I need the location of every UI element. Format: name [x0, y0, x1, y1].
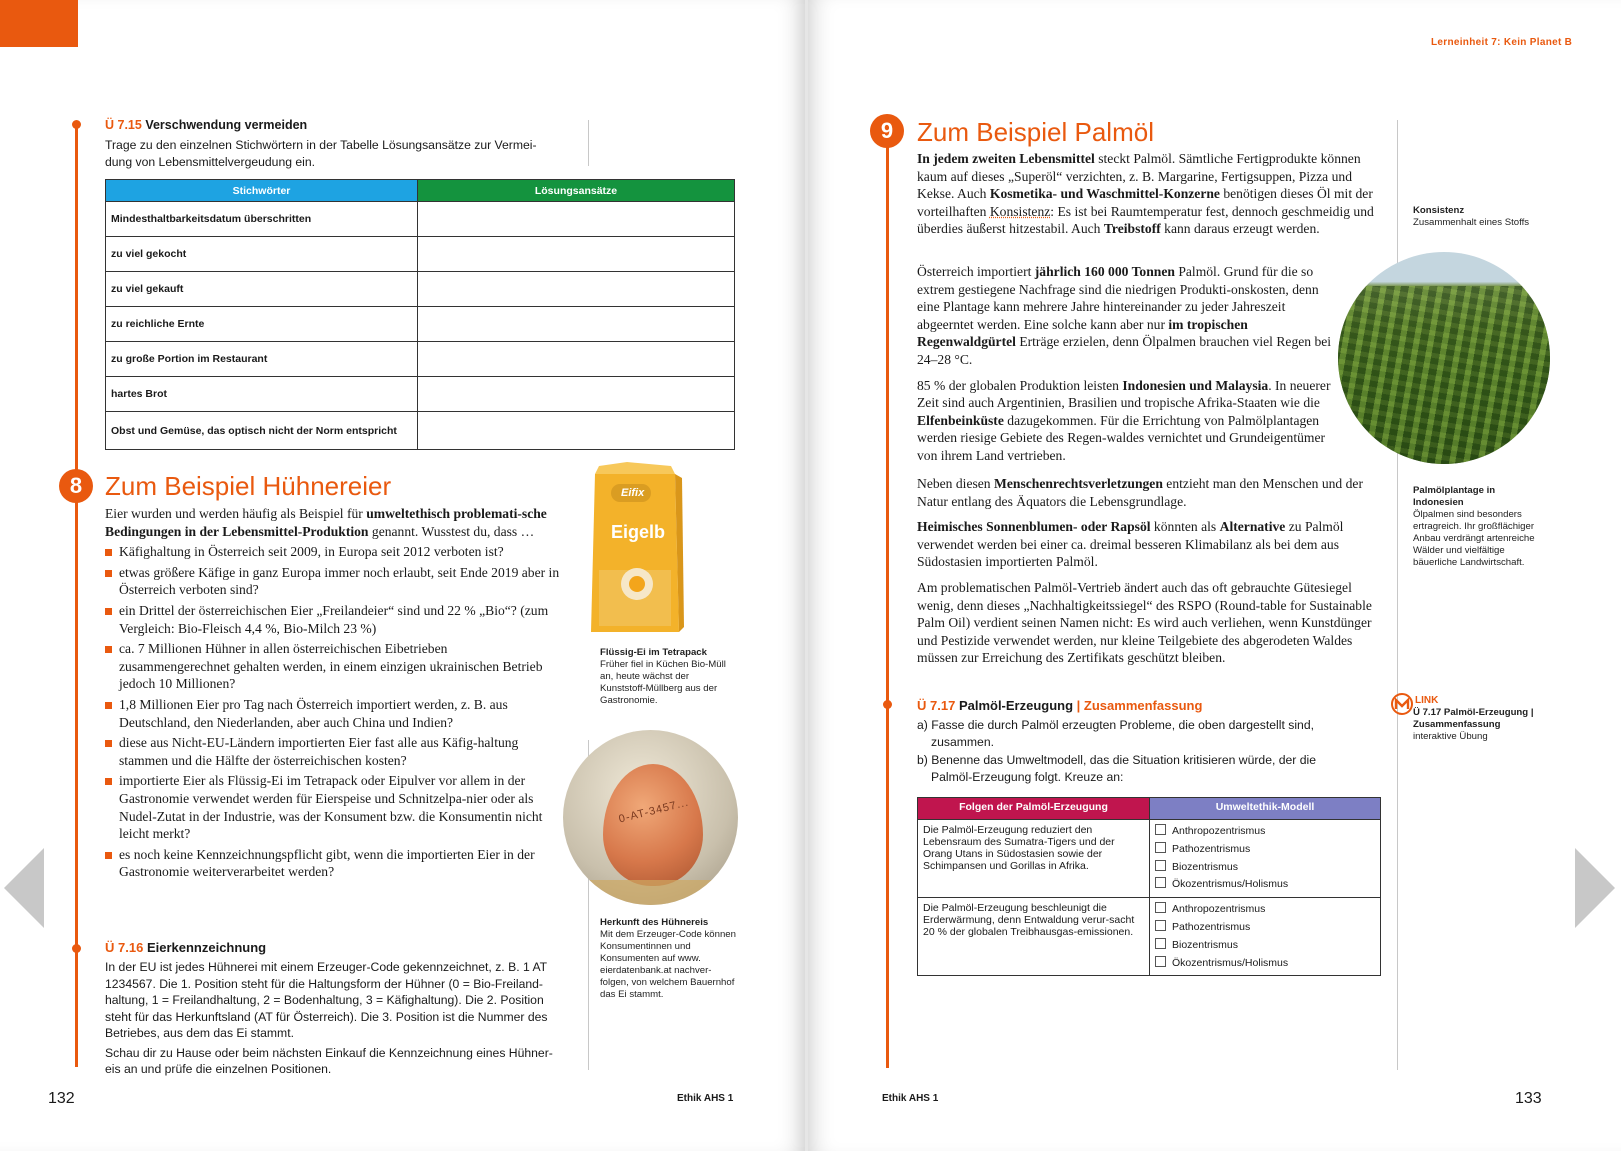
- palm-plantation-image: [1338, 252, 1550, 464]
- paragraph: 85 % der globalen Produktion leisten Indonesien und Malaysia. In neuerer Zeit sind auch Argentinien, Brasilien und tropische Afrika-Staaten wie die Elfenbeinküste dazugekommen. Für die Errichtung von Palmölplantagen werden riesige Gebiete des Regen-waldes vernichtet und Grundeigentümer von ihrem Land vertrieben.: [917, 377, 1331, 463]
- ex717-col-modell: Umweltethik-Modell: [1150, 798, 1381, 820]
- answer-cell[interactable]: [418, 342, 735, 377]
- checkbox-option[interactable]: Pathozentrismus: [1155, 841, 1375, 859]
- ex716-number: Ü 7.16: [105, 940, 144, 955]
- intro-bold: umweltethisch problemati-sche Bedingungen in der Lebensmittel-Produktion: [105, 506, 547, 539]
- checkbox-option[interactable]: Ökozentrismus/Holismus: [1155, 955, 1375, 973]
- palm-texture: [1338, 286, 1550, 464]
- ex717-col-folgen: Folgen der Palmöl-Erzeugung: [918, 798, 1150, 820]
- list-item: Käfighaltung in Österreich seit 2009, in Europa seit 2012 verboten ist?: [105, 543, 560, 561]
- table-row: [918, 820, 1381, 898]
- answer-cell[interactable]: [418, 202, 735, 237]
- paragraph: Österreich importiert jährlich 160 000 Tonnen Palmöl. Grund für die so extrem gestiegene Nachfrage sind die niedrigen Produkti-onskosten, denn eine Plantage kann mehrere Jahre hintereinander zu jeder Jahreszeit abgeerntet werden. Eine solche kann aber nur im tropischen Regenwaldgürtel Erträge erzielen, denn Ölpalmen brauchen viel Regen bei 24–28 °C.: [917, 264, 1332, 367]
- link-title: Ü 7.17 Palmöl-Erzeugung | Zusammenfassung: [1413, 707, 1534, 730]
- ex717-title: [917, 698, 1202, 713]
- intro-text: genannt. Wusstest du, dass …: [368, 523, 535, 539]
- link-label: LINK: [1415, 695, 1439, 706]
- section-9-title: Zum Beispiel Palmöl: [917, 117, 1154, 147]
- ex717-table: [917, 797, 1381, 976]
- caption-title: Flüssig-Ei im Tetrapack: [600, 647, 707, 658]
- egg-facts-list: [105, 543, 560, 881]
- page-number-right: 133: [1515, 1090, 1542, 1107]
- task-a: a) Fasse die durch Palmöl erzeugten Probleme, die oben dargestellt sind, zusammen.: [917, 718, 1314, 749]
- list-item: 1,8 Millionen Eier pro Tag nach Österreich importiert werden, z. B. aus Deutschland, den Niederlanden, aber auch China und Indien?: [105, 696, 560, 731]
- rule-dot: [72, 120, 81, 129]
- unit-header: Lerneinheit 7: Kein Planet B: [1431, 37, 1573, 48]
- egg-stamp: 0-AT-3457...: [617, 796, 691, 826]
- tetrapack-brand: Eifix: [621, 487, 645, 499]
- table-row-keyword: zu große Portion im Restaurant: [106, 342, 418, 377]
- margin-rule: [75, 124, 78, 1067]
- footer-left: Ethik AHS 1: [677, 1093, 734, 1104]
- paragraph: Am problematischen Palmöl-Vertrieb ändert auch das oft gebrauchte Gütesiegel wenig, denn dieses „Nachhaltigkeitssiegel“ des RSPO (Round-table for Sustainable Palm Oil) verdient seinen Namen nicht: Es wird auch verliehen, wenn Kunstdünger und Pestizide verwendet werden, nur kleine Teilgebiete des abgerodeten Waldes müssen zur Erreichung des Zertifikats geschützt bleiben.: [917, 579, 1372, 666]
- list-item: es noch keine Kennzeichnungspflicht gibt, wenn die importierten Eier in der Gastronomie weiterverarbeitet werden?: [105, 846, 560, 881]
- consequence-text: Die Palmöl-Erzeugung beschleunigt die Erderwärmung, denn Entwaldung verur-sacht 20 % der globalen Treibhausgas-emissionen.: [918, 898, 1150, 976]
- ex715-title: [105, 118, 307, 132]
- answer-cell[interactable]: [418, 307, 735, 342]
- list-item: diese aus Nicht-EU-Ländern importierten Eier fast alle aus Käfig-haltung stammen und die Hälfte der österreichischen kosten?: [105, 734, 560, 769]
- list-item: importierte Eier als Flüssig-Ei im Tetrapack oder Eipulver vor allem in der Gastronomie verwendet werden für Eierspeise und Schnitzelpa-nier oder als Nudel-Zutat in der Industrie, was der Konsument bzw. die Konsumentin nicht leicht merkt?: [105, 772, 560, 842]
- section-9-body-bottom: [917, 475, 1387, 675]
- ex715-col-loesungsansaetze: Lösungsansätze: [418, 180, 735, 202]
- page-number-left: 132: [48, 1090, 75, 1107]
- table-row-keyword: Mindesthaltbarkeitsdatum überschritten: [106, 202, 418, 237]
- consequence-text: Die Palmöl-Erzeugung reduziert den Lebensraum des Sumatra-Tigers und der Orang Utans in Südostasien sowie der Schimpansen und Gorillas in Afrika.: [918, 820, 1150, 898]
- right-page: [808, 0, 1621, 1151]
- section-9-body-mid: [917, 263, 1342, 473]
- footer-right: Ethik AHS 1: [882, 1093, 939, 1104]
- task-b: b) Benenne das Umweltmodell, das die Situation kritisieren würde, der die Palmöl-Erzeugung folgt. Kreuze an:: [917, 753, 1317, 784]
- model-options: [1150, 898, 1381, 976]
- paragraph: In jedem zweiten Lebensmittel steckt Palmöl. Sämtliche Fertigprodukte können kaum auf dieses „Superöl“ verzichten, z. B. Margarine, Fertigsuppen, Pizza und Kekse. Auch Kosmetika- und Waschmittel-Konzerne benötigen dieses Öl mit der vorteilhaften Konsistenz: Es ist bei Raumtemperatur fest, dennoch geschmeidig und überdies äußerst hitzestabil. Auch Treibstoff kann daraus erzeugt werden.: [917, 151, 1374, 237]
- table-row-keyword: zu viel gekauft: [106, 272, 418, 307]
- ex717-tag: | Zusammenfassung: [1073, 698, 1203, 713]
- rule-dot: [72, 944, 81, 953]
- section-8-badge: 8: [59, 469, 93, 503]
- ex716-paragraph: In der EU ist jedes Hühnerei mit einem Erzeuger-Code gekennzeichnet, z. B. 1 AT 1234567. Die 1. Position steht für die Haltungsform der Hühner (0 = Bio-Freiland-haltung, 1 = Freilandhaltung, 2 = Bodenhaltung, 3 = Käfighaltung). Die 2. Position steht für das Herkunftsland (AT für Österreich). Die 3. Position ist die Nummer des Betriebes, aus dem das Ei stammt.: [105, 960, 548, 1040]
- corner-tab: [0, 0, 78, 47]
- model-options: [1150, 820, 1381, 898]
- table-row-keyword: zu reichliche Ernte: [106, 307, 418, 342]
- list-item: etwas größere Käfige in ganz Europa immer noch erlaubt, seit Ende 2019 aber in Österreich verboten sind?: [105, 564, 560, 599]
- palm-caption: [1413, 485, 1543, 569]
- tetrapack-caption: [600, 647, 735, 707]
- checkbox-option[interactable]: Anthropozentrismus: [1155, 823, 1375, 841]
- section-9-badge: 9: [870, 114, 904, 148]
- section-8-body: [105, 505, 560, 884]
- ex717-number: Ü 7.17: [917, 698, 956, 713]
- answer-cell[interactable]: [418, 412, 735, 450]
- glossary-konsistenz: [1413, 205, 1563, 229]
- link-icon: [1391, 693, 1413, 715]
- ex716-body: [105, 959, 565, 1078]
- ex716-heading: Eierkennzeichnung: [146, 940, 267, 955]
- table-row: [918, 898, 1381, 976]
- rule-dot: [883, 700, 892, 709]
- ex717-tasks: [917, 717, 1347, 785]
- glossary-def: Zusammenhalt eines Stoffs: [1413, 217, 1530, 228]
- answer-cell[interactable]: [418, 377, 735, 412]
- tetrapack-image: [587, 462, 687, 637]
- checkbox-option[interactable]: Ökozentrismus/Holismus: [1155, 876, 1375, 894]
- table-row-keyword: Obst und Gemüse, das optisch nicht der Norm entspricht: [106, 412, 418, 450]
- paragraph: Neben diesen Menschenrechtsverletzungen entzieht man den Menschen und der Natur entlang des Äquators die Lebensgrundlage.: [917, 476, 1363, 509]
- ex715-heading: Verschwendung vermeiden: [145, 118, 308, 132]
- checkbox-option[interactable]: Anthropozentrismus: [1155, 901, 1375, 919]
- caption-title: Palmölplantage in Indonesien: [1413, 485, 1496, 508]
- glossary-term: Konsistenz: [1413, 205, 1465, 216]
- checkbox-option[interactable]: Biozentrismus: [1155, 937, 1375, 955]
- egg-caption: [600, 917, 740, 1001]
- margin-rule: [886, 140, 889, 1068]
- list-item: ein Drittel der österreichischen Eier „Freilandeier“ sind und 22 % „Bio“? (zum Vergleich: Bio-Fleisch 4,4 %, Bio-Milch 23 %): [105, 602, 560, 637]
- checkbox-option[interactable]: Biozentrismus: [1155, 859, 1375, 877]
- ex715-instruction: Trage zu den einzelnen Stichwörtern in der Tabelle Lösungsansätze zur Vermei-dung von Lebensmittelvergeudung ein.: [105, 138, 537, 169]
- caption-title: Herkunft des Hühnereis: [600, 917, 709, 928]
- checkbox-option[interactable]: Pathozentrismus: [1155, 919, 1375, 937]
- egg-image: [563, 730, 738, 905]
- answer-cell[interactable]: [418, 237, 735, 272]
- ex715-col-stichwoerter: Stichwörter: [106, 180, 418, 202]
- ex717-heading: Palmöl-Erzeugung: [958, 698, 1074, 713]
- list-item: ca. 7 Millionen Hühner in allen österreichischen Eibetrieben zusammengerechnet gehalten werden, in einem einzigen ukrainischen Betrieb jedoch 10 Millionen?: [105, 640, 560, 693]
- egg-shape: [603, 764, 703, 886]
- tetrapack-label: Eigelb: [611, 522, 666, 542]
- caption-text: Ölpalmen sind besonders ertragreich. Ihr großflächiger Anbau verdrängt artenreiche Wälder und vielfältige bäuerliche Landwirtschaft.: [1413, 509, 1535, 568]
- section-8-title: Zum Beispiel Hühnereier: [105, 471, 392, 501]
- left-page: [0, 0, 805, 1151]
- egg-base: [563, 880, 738, 905]
- ex715-number: Ü 7.15: [105, 118, 142, 132]
- answer-cell[interactable]: [418, 272, 735, 307]
- section-9-body-top: [917, 150, 1387, 246]
- table-row-keyword: hartes Brot: [106, 377, 418, 412]
- caption-text: Mit dem Erzeuger-Code können Konsumentinnen und Konsumenten auf www. eierdatenbank.at nachver-folgen, von welchem Bauernhof das Ei stammt.: [600, 929, 736, 1000]
- link-desc: interaktive Übung: [1413, 731, 1488, 742]
- table-row-keyword: zu viel gekocht: [106, 237, 418, 272]
- ex715-table: [105, 179, 735, 450]
- paragraph: Heimisches Sonnenblumen- oder Rapsöl könnten als Alternative zu Palmöl verwendet werden bei einer ca. dreimal besseren Klimabilanz als bei dem aus Südostasien importierten Palmöl.: [917, 519, 1344, 570]
- intro-text: Eier wurden und werden häufig als Beispiel für: [105, 506, 367, 521]
- caption-text: Früher fiel in Küchen Bio-Müll an, heute wächst der Kunststoff-Müllberg aus der Gastronomie.: [600, 659, 726, 706]
- column-separator: [588, 120, 589, 166]
- link-text: [1413, 707, 1553, 743]
- next-page-arrow[interactable]: [1575, 848, 1615, 928]
- ex716-paragraph: Schau dir zu Hause oder beim nächsten Einkauf die Kennzeichnung eines Hühner-eis an und prüfe die einzelnen Positionen.: [105, 1045, 553, 1076]
- ex716-title: [105, 940, 266, 955]
- prev-page-arrow[interactable]: [4, 848, 44, 928]
